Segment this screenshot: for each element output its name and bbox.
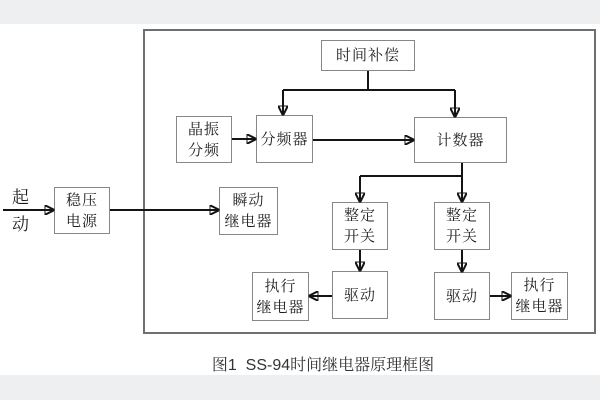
figure-caption: 图1 SS-94时间继电器原理框图 — [211, 357, 435, 374]
block-label: 稳压 — [65, 191, 98, 209]
block-setting-switch-1 — [332, 202, 388, 250]
block-drive-2 — [434, 272, 490, 320]
block-label: 驱动 — [445, 287, 478, 305]
block-time-compensation — [321, 40, 415, 71]
bottom-gray-bar — [0, 375, 600, 400]
block-label: 时间补偿 — [335, 47, 400, 64]
block-setting-switch-2 — [434, 202, 490, 250]
block-executive-relay-1 — [252, 272, 309, 321]
block-regulated-power-supply — [54, 187, 110, 234]
block-label: 驱动 — [343, 286, 376, 304]
block-label: 瞬动 — [232, 192, 265, 209]
block-frequency-divider — [256, 115, 313, 163]
block-label: 开关 — [343, 228, 376, 245]
block-label: 执行 — [264, 277, 297, 295]
block-counter — [414, 117, 507, 163]
block-label: 分频 — [187, 141, 220, 159]
block-label: 分频器 — [260, 130, 309, 148]
block-label: 整定 — [343, 207, 376, 224]
block-label: 继电器 — [515, 298, 564, 315]
top-gray-bar — [0, 0, 600, 24]
block-label: 继电器 — [256, 298, 305, 316]
block-crystal-frequency-division — [176, 116, 232, 163]
block-instantaneous-relay — [219, 187, 278, 235]
block-label: 晶振 — [187, 120, 220, 138]
block-label: 电源 — [65, 212, 98, 230]
start-label-char-1: 起 — [12, 188, 29, 207]
block-label: 继电器 — [224, 213, 273, 230]
block-label: 执行 — [523, 277, 556, 294]
block-label: 计数器 — [436, 131, 485, 149]
block-label: 开关 — [445, 228, 478, 245]
block-executive-relay-2 — [511, 272, 568, 320]
block-label: 整定 — [445, 207, 478, 224]
start-signal-label — [12, 188, 54, 234]
block-drive-1 — [332, 271, 388, 319]
start-label-char-2: 动 — [12, 215, 29, 234]
